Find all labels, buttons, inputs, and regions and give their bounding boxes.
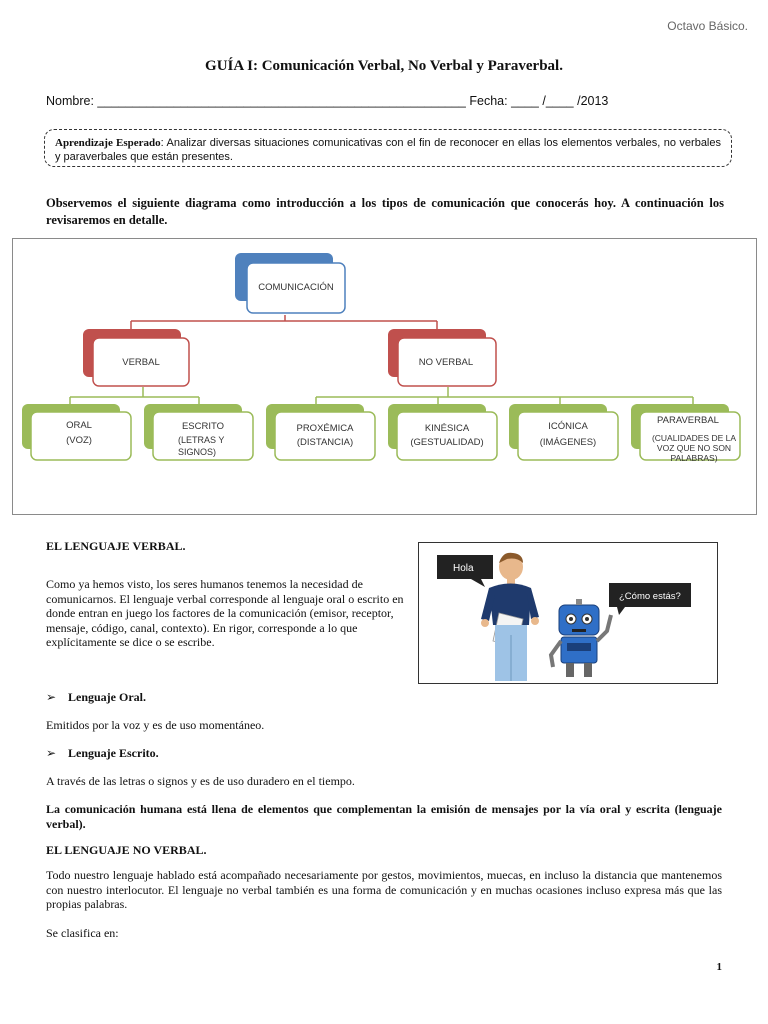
node-proxemica-sub: (DISTANCIA) (296, 437, 354, 448)
node-oral-label: ORAL (66, 420, 92, 431)
node-escrito (144, 404, 253, 460)
bubble-hola-text: Hola (453, 563, 474, 574)
node-paraverbal-label: PARAVERBAL (657, 415, 719, 426)
node-proxemica (266, 404, 375, 460)
verbal-paragraph: Como ya hemos visto, los seres humanos tenemos la necesidad de comunicarnos. El lenguaje verbal corresponde al lenguaje oral o escrito en donde entran en juego los factores de la comunicación (emisor, receptor, mensaje, código, canal, contexto). En rigor, corresponde a lo que explícitamente se dice o se escribe. (46, 577, 404, 649)
node-kinesica (388, 404, 497, 460)
node-no-verbal-label: NO VERBAL (418, 357, 474, 368)
date-field[interactable]: ____ /____ /2013 (511, 94, 609, 108)
bubble-como-estas-text: ¿Cómo estás? (619, 591, 681, 602)
oral-description: Emitidos por la voz y es de uso momentáneo. (46, 718, 265, 732)
bullet-written (46, 746, 159, 761)
node-proxemica-label: PROXÉMICA (296, 423, 354, 434)
speech-bubble-hola (437, 555, 493, 587)
bullet-oral (46, 690, 146, 705)
node-paraverbal-sub-3: PALABRAS) (670, 453, 718, 463)
node-escrito-label: ESCRITO (181, 421, 225, 432)
node-kinesica-sub: (GESTUALIDAD) (410, 437, 484, 448)
page-number: 1 (716, 961, 722, 973)
node-verbal (83, 329, 189, 386)
node-iconica-sub: (IMÁGENES) (539, 437, 597, 448)
bullet-oral-label: Lenguaje Oral. (68, 690, 146, 704)
node-oral-sub: (VOZ) (66, 435, 92, 446)
verbal-connectors (131, 315, 437, 331)
learning-objective-box (44, 129, 732, 167)
grade-label: Octavo Básico. (667, 19, 748, 33)
node-escrito-sub-2: SIGNOS) (178, 447, 217, 457)
objective-text: : Analizar diversas situaciones comunicativas con el fin de reconocer en ellas los elementos verbales, no verbales y paraverbales que están presentes. (55, 137, 721, 163)
objective-label: Aprendizaje Esperado (55, 137, 161, 149)
name-field[interactable]: _____________________________________________________ (97, 94, 466, 108)
communication-diagram (12, 238, 757, 515)
date-label: Fecha: (469, 94, 508, 108)
classify-text: Se clasifica en: (46, 926, 119, 940)
nonverbal-paragraph: Todo nuestro lenguaje hablado está acompañado necesariamente por gestos, movimientos, muecas, en incluso la distancia que mantenemos con nuestro interlocutor. El lenguaje no verbal también es una forma de comunicación y en muchas ocasiones incluso expresa más que las propias palabras. (46, 868, 722, 911)
node-iconica (509, 404, 618, 460)
node-verbal-label: VERBAL (122, 357, 160, 368)
robot-figure-icon (551, 599, 611, 677)
summary-paragraph: La comunicación humana está llena de elementos que complementan la emisión de mensajes por la vía oral y escrita (lenguaje verbal). (46, 802, 722, 831)
name-label: Nombre: (46, 94, 94, 108)
node-oral (22, 404, 131, 460)
illustration-frame (418, 542, 718, 684)
speech-bubble-como-estas (609, 583, 691, 615)
bullet-written-label: Lenguaje Escrito. (68, 746, 159, 760)
node-kinesica-label: KINÉSICA (424, 423, 470, 434)
page-title: GUÍA I: Comunicación Verbal, No Verbal y Paraverbal. (205, 58, 563, 74)
intro-paragraph: Observemos el siguiente diagrama como introducción a los tipos de comunicación que conocerás hoy. A continuación los revisaremos en detalle. (46, 196, 724, 227)
arrow-bullet-icon: ➢ (46, 690, 57, 704)
node-paraverbal (631, 404, 740, 463)
arrow-bullet-icon: ➢ (46, 746, 57, 760)
branch-connectors (70, 387, 693, 405)
node-iconica-label: ICÓNICA (548, 421, 588, 432)
node-comunicacion (235, 253, 345, 313)
node-paraverbal-sub-1: (CUALIDADES DE LA (651, 433, 737, 443)
node-paraverbal-sub-2: VOZ QUE NO SON (656, 443, 732, 453)
written-description: A través de las letras o signos y es de uso duradero en el tiempo. (46, 774, 355, 788)
nonverbal-heading: EL LENGUAJE NO VERBAL. (46, 843, 207, 857)
node-escrito-sub-1: (LETRAS Y (178, 435, 225, 445)
name-date-line (46, 94, 608, 108)
node-comunicacion-label: COMUNICACIÓN (258, 282, 334, 293)
node-no-verbal (388, 329, 496, 386)
verbal-heading: EL LENGUAJE VERBAL. (46, 539, 186, 553)
